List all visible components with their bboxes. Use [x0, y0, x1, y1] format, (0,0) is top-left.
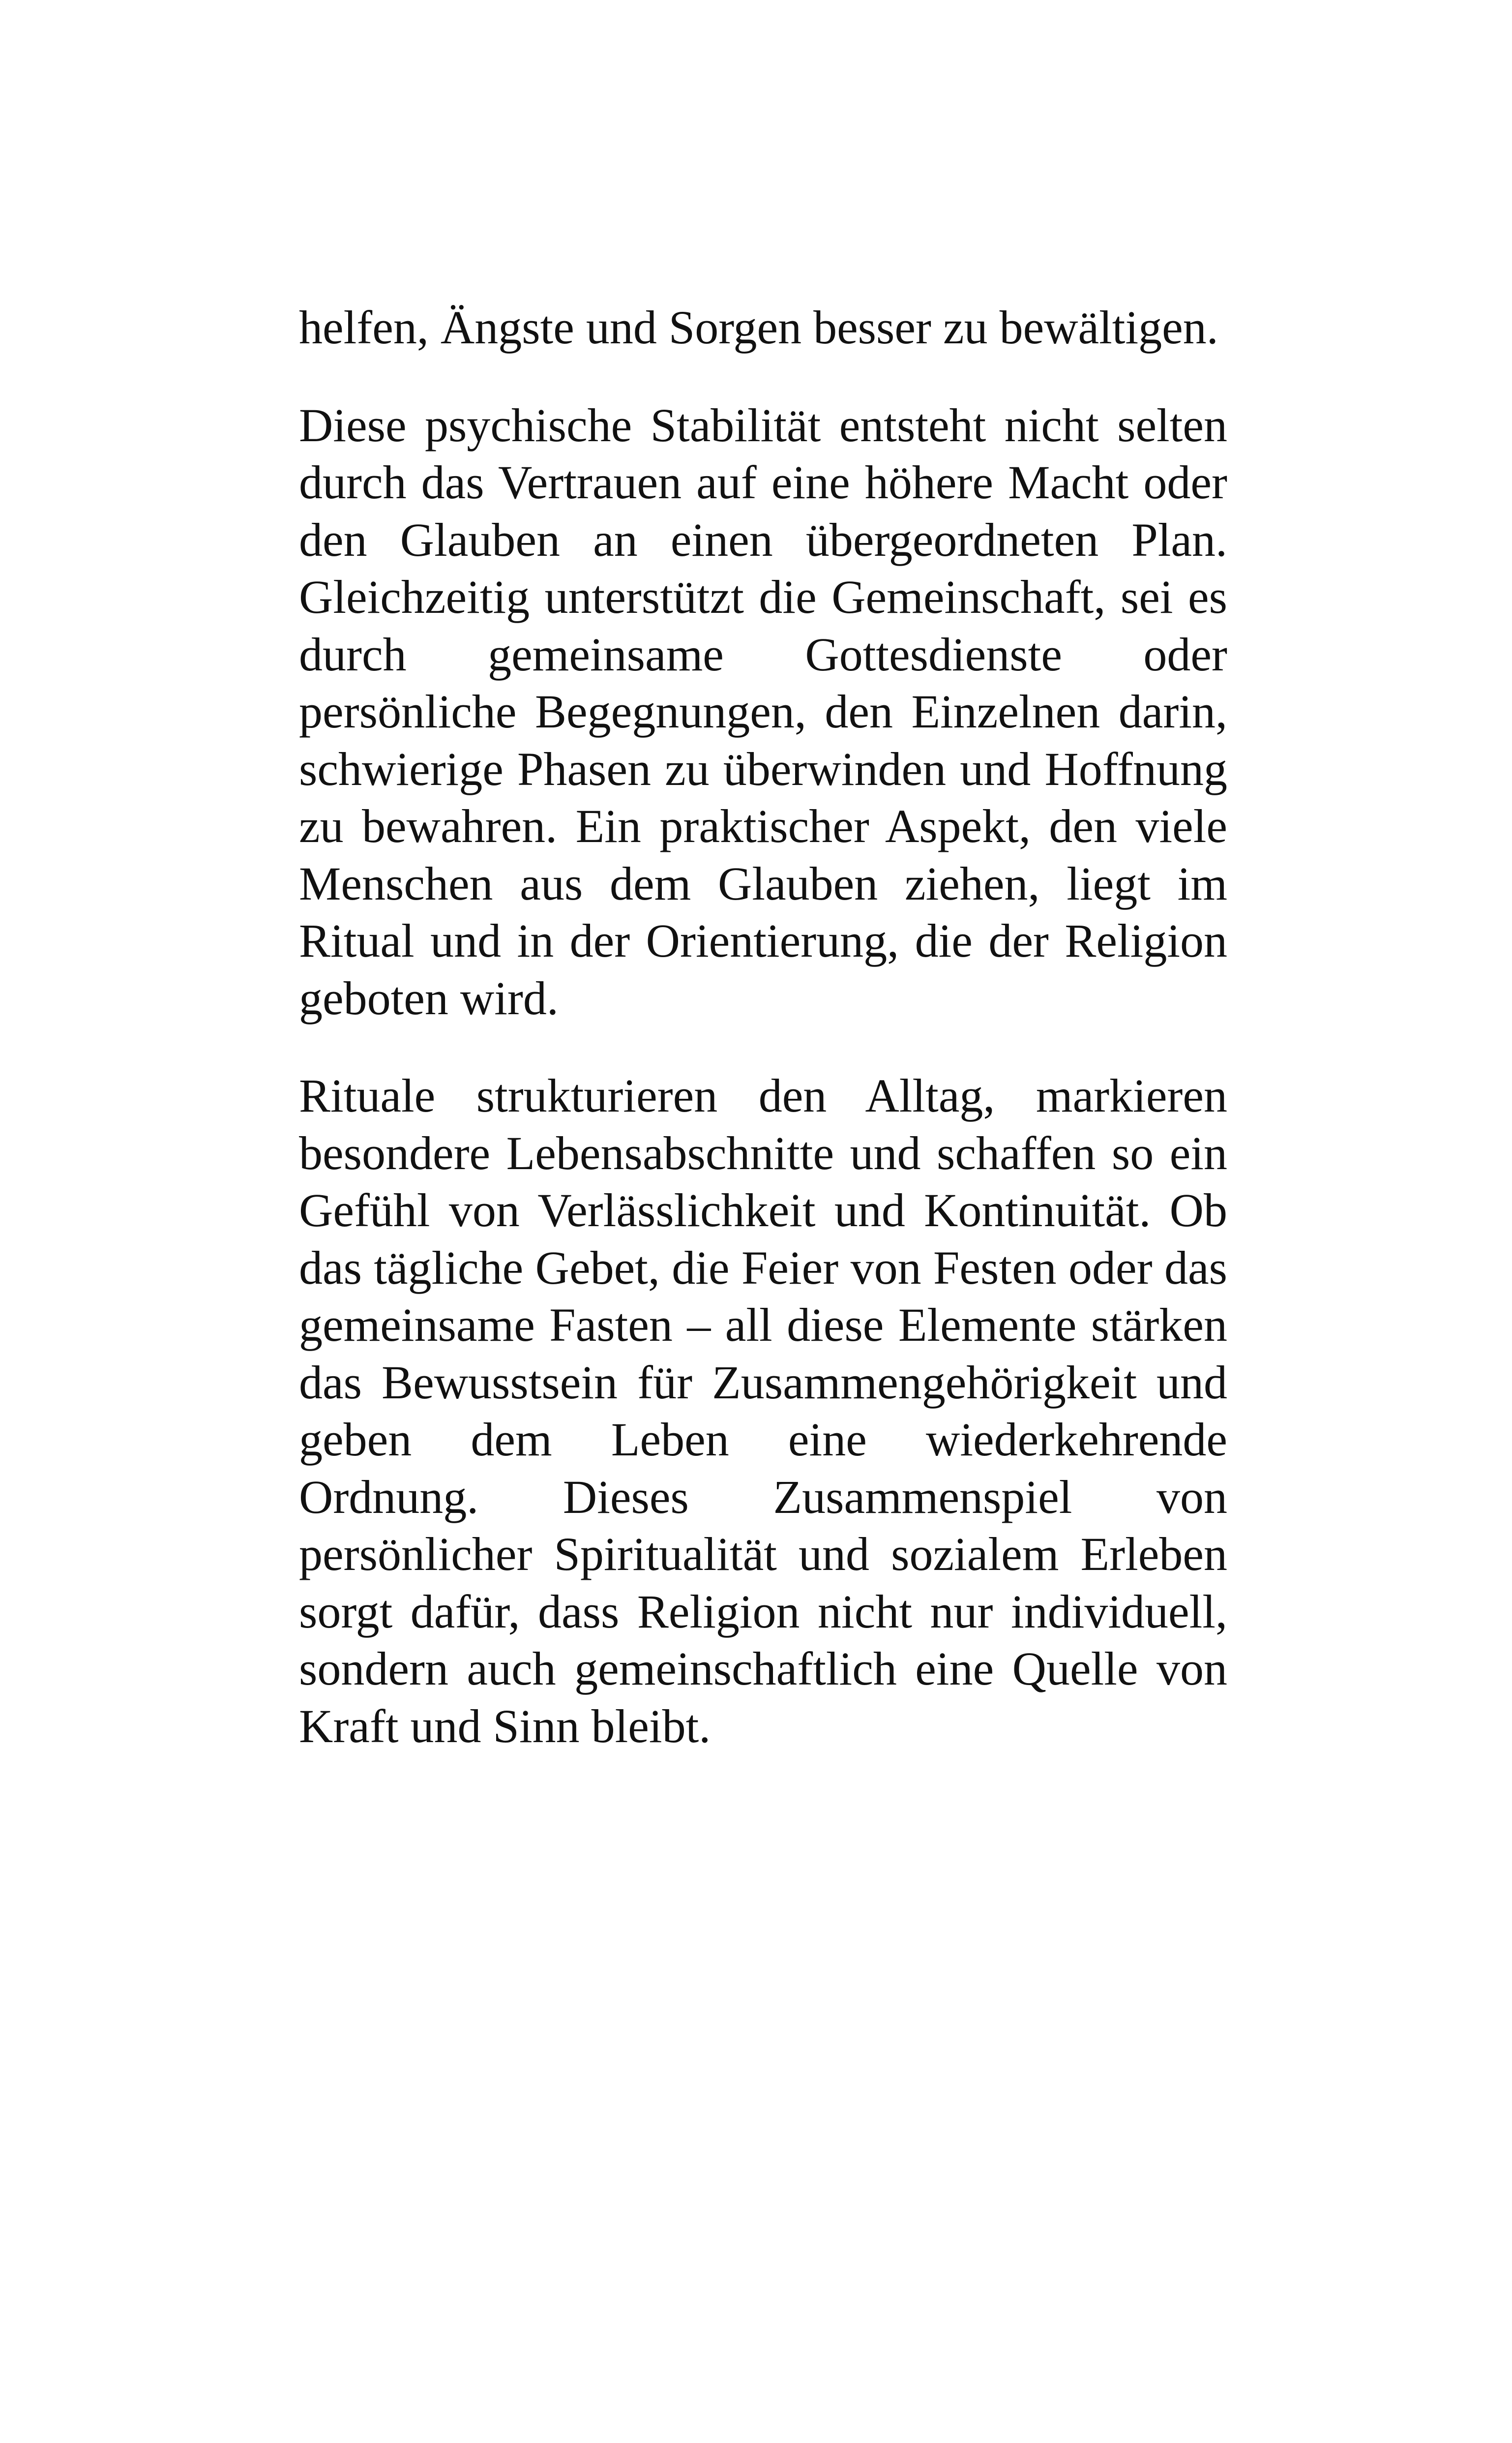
- paragraph-3: Rituale strukturieren den Alltag, markieren besondere Lebensabschnitte und schaffen so ein Gefühl von Verlässlichkeit und Kontinuität. Ob das tägliche Gebet, die Feier von Festen oder das gemeinsame Fasten – all diese Elemente stärken das Bewusstsein für Zusammengehörigkeit und geben dem Leben eine wiederkehrende Ordnung. Dieses Zusammenspiel von persönlicher Spiritualität und sozialem Erleben sorgt dafür, dass Religion nicht nur individuell, sondern auch gemeinschaftlich eine Quelle von Kraft und Sinn bleibt.: [299, 1069, 1227, 1752]
- paragraph-2: Diese psychische Stabilität entsteht nicht selten durch das Vertrauen auf eine höhere Macht oder den Glauben an einen übergeordneten Plan. Gleichzeitig unterstützt die Gemeinschaft, sei es durch gemeinsame Gottesdienste oder persönliche Begegnungen, den Einzelnen darin, schwierige Phasen zu überwinden und Hoffnung zu bewahren. Ein praktischer Aspekt, den viele Menschen aus dem Glauben ziehen, liegt im Ritual und in der Orientierung, die der Religion geboten wird.: [299, 398, 1227, 1025]
- body-text: [299, 299, 1227, 1795]
- paragraph-1: helfen, Ängste und Sorgen besser zu bewältigen.: [299, 301, 1218, 354]
